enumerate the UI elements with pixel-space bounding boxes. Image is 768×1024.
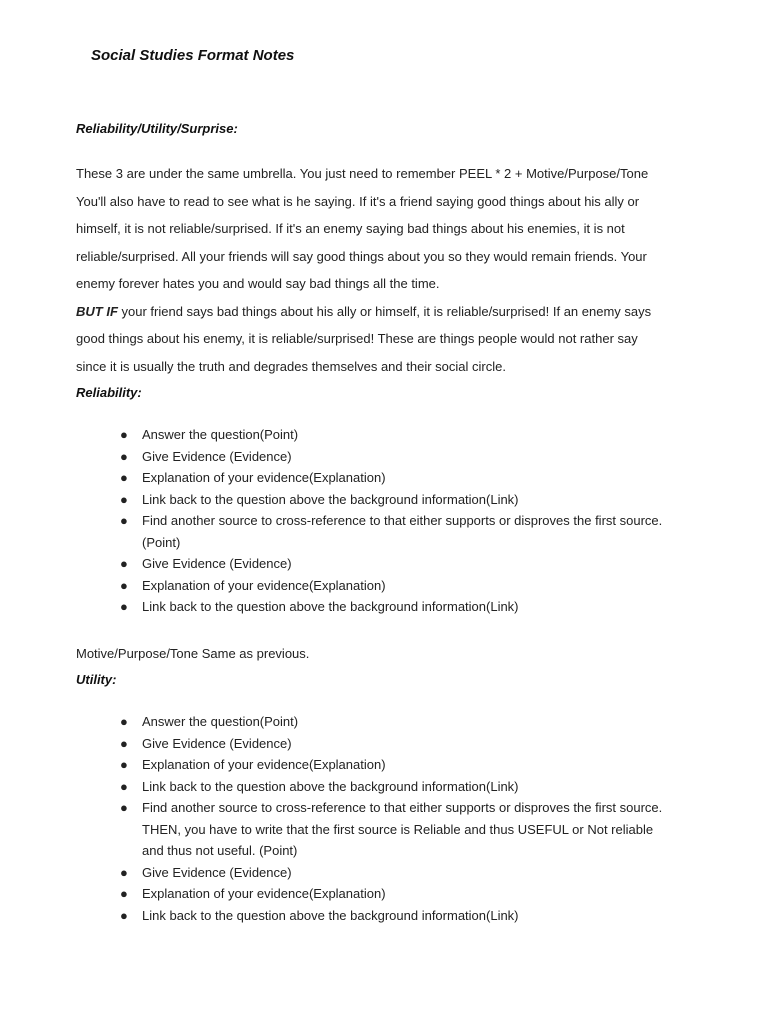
- list-item-text: Link back to the question above the background information(Link): [142, 778, 519, 794]
- document-title: Social Studies Format Notes: [91, 47, 295, 64]
- document-body: [76, 118, 676, 926]
- list-item-text: Explanation of your evidence(Explanation): [142, 470, 386, 485]
- paragraph-line: reliable/surprised. All your friends will say good things about you so they would remain friends. Your: [76, 248, 647, 264]
- list-item: [120, 467, 676, 489]
- list-item-text: Link back to the question above the background information(Link): [142, 907, 519, 923]
- list-item: [120, 489, 676, 511]
- spacer: [76, 691, 676, 711]
- bullet-icon: ●: [120, 448, 128, 464]
- bullet-icon: ●: [120, 491, 128, 507]
- paragraph-line: since it is usually the truth and degrades themselves and their social circle.: [76, 358, 506, 374]
- list-item-text: Give Evidence (Evidence): [142, 735, 292, 751]
- bullet-icon: ●: [120, 757, 128, 772]
- paragraph-line: enemy forever hates you and would say bad things all the time.: [76, 276, 440, 291]
- list-item-text: Give Evidence (Evidence): [142, 556, 292, 571]
- list-item-text: Find another source to cross-reference to that either supports or disproves the first source. THEN, you have to write that the first source is Reliable and thus USEFUL or Not reliable and thus not useful. (Point): [142, 800, 663, 858]
- bullet-icon: ●: [120, 800, 128, 815]
- spacer: [76, 404, 676, 424]
- list-item: [120, 424, 676, 446]
- but-if-emphasis: BUT IF: [76, 303, 118, 319]
- bullet-icon: ●: [120, 886, 128, 901]
- bullet-icon: ●: [120, 556, 128, 571]
- list-item-text: Answer the question(Point): [142, 427, 299, 442]
- list-item-text: Give Evidence (Evidence): [142, 448, 292, 464]
- list-item: [120, 711, 676, 733]
- section-heading-utility: Utility:: [76, 672, 117, 687]
- bullet-icon: ●: [120, 735, 128, 751]
- paragraph-line: These 3 are under the same umbrella. You just need to remember PEEL * 2 + Motive/Purpose/Tone: [76, 166, 649, 181]
- motive-note: Motive/Purpose/Tone Same as previous.: [76, 645, 310, 661]
- paragraph-line: himself, it is not reliable/surprised. If it's an enemy saying bad things about his enemies, it is not: [76, 221, 625, 236]
- reliability-list: [76, 424, 676, 618]
- list-item: [120, 754, 676, 776]
- list-item: [120, 575, 676, 597]
- section-heading-reliability-utility-surprise: Reliability/Utility/Surprise:: [76, 121, 238, 136]
- list-item-text: Explanation of your evidence(Explanation): [142, 577, 386, 593]
- list-item-text: Explanation of your evidence(Explanation): [142, 886, 386, 901]
- bullet-icon: ●: [120, 577, 128, 593]
- utility-list: [76, 711, 676, 926]
- bullet-icon: ●: [120, 714, 128, 729]
- paragraph-line-but-if: [76, 298, 676, 326]
- list-item: [120, 883, 676, 905]
- section-heading-reliability: Reliability:: [76, 385, 142, 400]
- list-item-text: Link back to the question above the background information(Link): [142, 491, 519, 507]
- list-item-text: Find another source to cross-reference to that either supports or disproves the first source. (Point): [142, 513, 663, 550]
- list-item-text: Explanation of your evidence(Explanation): [142, 757, 386, 772]
- list-item-text: Link back to the question above the background information(Link): [142, 599, 519, 614]
- list-item: [120, 905, 676, 927]
- list-item-text: Give Evidence (Evidence): [142, 864, 292, 880]
- list-item: [120, 510, 676, 553]
- bullet-icon: ●: [120, 599, 128, 614]
- list-item: [120, 446, 676, 468]
- paragraph-line: good things about his enemy, it is reliable/surprised! These are things people would not rather say: [76, 331, 638, 346]
- list-item: [120, 596, 676, 618]
- bullet-icon: ●: [120, 513, 128, 528]
- bullet-icon: ●: [120, 907, 128, 923]
- list-item: [120, 797, 676, 862]
- spacer: [76, 618, 676, 640]
- spacer: [76, 140, 676, 160]
- list-item-text: Answer the question(Point): [142, 714, 299, 729]
- list-item: [120, 733, 676, 755]
- list-item: [120, 553, 676, 575]
- bullet-icon: ●: [120, 778, 128, 794]
- list-item: [120, 776, 676, 798]
- paragraph-line: You'll also have to read to see what is he saying. If it's a friend saying good things about his ally or: [76, 193, 640, 209]
- but-if-text: your friend says bad things about his ally or himself, it is reliable/surprised! If an enemy says: [117, 303, 652, 319]
- bullet-icon: ●: [120, 470, 128, 485]
- list-item: [120, 862, 676, 884]
- bullet-icon: ●: [120, 427, 128, 442]
- bullet-icon: ●: [120, 864, 128, 880]
